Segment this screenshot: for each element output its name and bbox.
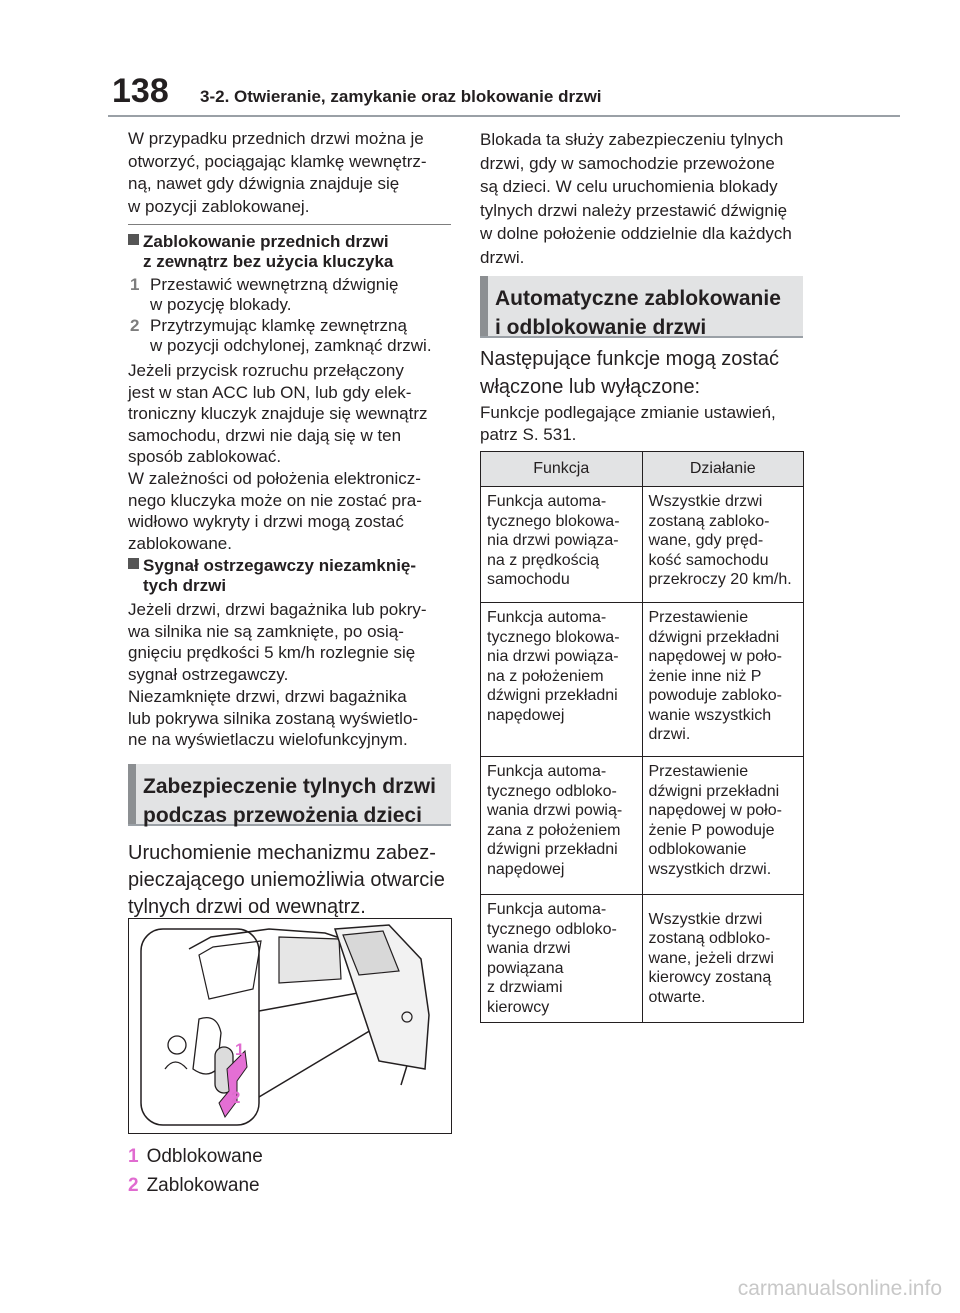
text-line: Zablokowanie przednich drzwi — [143, 232, 389, 251]
table-cell-action — [642, 487, 804, 603]
text-line: lub pokrywa silnika zostaną wyświetlo- — [128, 708, 419, 728]
text-line: wania drzwi — [487, 940, 571, 957]
text-line: tycznego blokowa- — [487, 512, 620, 530]
text-line: tycznego odbloko- — [487, 920, 617, 938]
text-line: wane, jeżeli drzwi — [648, 949, 774, 967]
text-line: drzwi. — [648, 726, 691, 743]
text-line: napędowej — [487, 860, 565, 878]
text-line: samochodu — [487, 571, 570, 588]
text-line: na z położeniem — [487, 667, 604, 685]
text-line: sygnał ostrzegawczy. — [128, 664, 289, 684]
text-line: Jeżeli drzwi, drzwi bagażnika lub pokry- — [128, 600, 427, 619]
text-line: tylnych drzwi od wewnątrz. — [128, 896, 366, 918]
text-line: dźwigni przekładni — [648, 782, 780, 800]
text-line: Przestawić wewnętrzną dźwignię — [150, 275, 399, 294]
text-line: patrz S. 531. — [480, 425, 577, 444]
text-line: zana z położeniem — [487, 821, 621, 839]
table-row — [481, 487, 804, 603]
paragraph-display — [128, 686, 418, 751]
text-line: Wszystkie drzwi — [648, 493, 763, 510]
table-row — [481, 895, 804, 1023]
text-line: ną, nawet gdy dźwignia znajduje się — [128, 174, 400, 193]
text-line: napędowej — [487, 706, 565, 724]
text-line: zablokowane. — [128, 533, 232, 553]
text-line: tych drzwi — [143, 576, 227, 595]
left-intro — [128, 128, 427, 218]
text-line: samochodu, drzwi nie dają się w ten — [128, 425, 402, 445]
square-bullet-icon — [128, 558, 139, 569]
caption-1: 1 Odblokowane — [128, 1146, 263, 1167]
text-line: W przypadku przednich drzwi można je — [128, 129, 424, 148]
text-line: przekroczy 20 km/h. — [648, 571, 792, 588]
text-line: wane, gdy pręd- — [648, 532, 764, 549]
text-line: widłowo wykryty i drzwi mogą zostać — [128, 512, 404, 531]
table-cell-function — [481, 603, 643, 757]
text-line: gnięciu prędkości 5 km/h rozlegnie się — [128, 643, 416, 662]
table-row — [481, 603, 804, 757]
subsection-title-warning — [128, 556, 416, 596]
table-cell-action — [642, 757, 804, 895]
text-line: zostaną odbloko- — [648, 930, 771, 948]
text-line: nego kluczyka może on nie zostać pra- — [128, 490, 422, 510]
step-1: 1 Przestawić wewnętrzną dźwignię w pozycję blokady. — [130, 275, 399, 314]
text-line: troniczny kluczyk znajduje się wewnątrz — [128, 404, 428, 423]
table-row — [481, 757, 804, 895]
text-line: w pozycję blokady. — [150, 295, 292, 314]
text-line: są dzieci. W celu uruchomienia blokady — [480, 177, 778, 196]
text-line: powoduje zabloko- — [648, 687, 782, 704]
text-line: zostaną zabloko- — [648, 512, 770, 530]
subsection-title-lock — [128, 232, 393, 272]
page-number: 138 — [112, 72, 169, 110]
text-line: pieczającego uniemożliwia otwarcie — [128, 869, 445, 891]
section-title: 3-2. Otwieranie, zamykanie oraz blokowanie drzwi — [200, 87, 602, 106]
text-line: napędowej w poło- — [648, 648, 782, 665]
table-cell-action — [642, 895, 804, 1023]
text-line: Niezamknięte drzwi, drzwi bagażnika — [128, 687, 407, 706]
text-line: tylnych drzwi należy przestawić dźwignię — [480, 200, 788, 220]
text-line: w pozycji odchylonej, zamknąć drzwi. — [150, 336, 432, 355]
table-header-row — [481, 452, 804, 487]
text-line: Funkcja automa- — [487, 609, 607, 626]
text-line: dźwigni przekładni — [487, 841, 618, 858]
text-line: Funkcja automa- — [487, 493, 607, 510]
text-line: w pozycji zablokowanej. — [128, 196, 310, 216]
text-line: Zabezpieczenie tylnych drzwi — [143, 775, 436, 798]
table-cell-action — [642, 603, 804, 757]
text-line: wa silnika nie są zamknięte, po osią- — [128, 621, 404, 641]
text-line: wszystkich drzwi. — [648, 860, 772, 878]
table-cell-function — [481, 487, 643, 603]
text-line: odblokowanie — [648, 841, 747, 858]
text-line: Przestawienie — [648, 763, 749, 780]
watermark: carmanualsonline.info — [737, 1277, 942, 1300]
text-line: dźwigni przekładni — [648, 628, 780, 646]
text-line: jest w stan ACC lub ON, lub gdy elek- — [128, 382, 412, 402]
text-line: podczas przewożenia dzieci — [143, 804, 422, 827]
child-lock-illustration — [128, 918, 452, 1134]
text-line: Wszystkie drzwi — [648, 910, 763, 928]
paragraph-key-detection — [128, 468, 422, 554]
text-line: nia drzwi powiąza- — [487, 648, 619, 665]
text-line: Następujące funkcje mogą zostać — [480, 348, 780, 370]
text-line: w dolne położenie oddzielnie dla każdych — [480, 224, 792, 243]
text-line: nia drzwi powiąza- — [487, 532, 619, 549]
text-line: drzwi. — [480, 247, 525, 267]
text-line: Funkcje podlegające zmianie ustawień, — [480, 403, 776, 422]
child-lock-description — [128, 840, 445, 921]
text-line: Funkcja automa- — [487, 901, 607, 918]
table-cell-function — [481, 895, 643, 1023]
text-line: tycznego blokowa- — [487, 628, 620, 646]
settings-note — [480, 402, 776, 446]
text-line: tycznego odbloko- — [487, 782, 617, 800]
right-intro — [480, 128, 792, 269]
text-line: ne na wyświetlaczu wielofunkcyjnym. — [128, 730, 408, 749]
text-line: kierowcy — [487, 998, 550, 1016]
text-line: wania drzwi powią- — [487, 802, 623, 819]
caption-2: 2 Zablokowane — [128, 1175, 260, 1196]
text-line: Automatyczne zablokowanie — [495, 287, 781, 310]
text-line: Jeżeli przycisk rozruchu przełączony — [128, 361, 404, 380]
column-header-function: Funkcja — [481, 452, 643, 487]
column-header-action: Działanie — [642, 452, 804, 487]
label-2: 2 — [231, 1088, 241, 1107]
text-line: dźwigni przekładni — [487, 687, 618, 704]
paragraph-acc — [128, 360, 428, 468]
text-line: Blokada ta służy zabezpieczeniu tylnych — [480, 130, 784, 149]
text-line: Sygnał ostrzegawczy niezamknię- — [143, 556, 417, 575]
text-line: z zewnątrz bez użycia kluczyka — [143, 252, 394, 271]
text-line: otworzyć, pociągając klamkę wewnętrz- — [128, 151, 427, 171]
header-divider — [108, 115, 900, 117]
paragraph-warning — [128, 599, 427, 685]
text-line: W zależności od położenia elektronicz- — [128, 469, 421, 488]
functions-table — [480, 451, 804, 1023]
section-heading-child-lock — [128, 764, 451, 826]
text-line: i odblokowanie drzwi — [495, 316, 707, 339]
auto-lock-description — [480, 345, 779, 401]
square-bullet-icon — [128, 234, 139, 245]
section-heading-auto-lock — [480, 276, 803, 338]
text-line: Przestawienie — [648, 609, 749, 626]
text-line: Przytrzymując klamkę zewnętrzną — [150, 316, 407, 335]
text-line: wanie wszystkich — [648, 706, 772, 724]
text-line: drzwi, gdy w samochodzie przewożone — [480, 153, 775, 173]
text-line: na z prędkością — [487, 551, 600, 569]
text-line: z drzwiami — [487, 979, 563, 996]
subsection-divider — [128, 224, 451, 225]
text-line: napędowej w poło- — [648, 802, 782, 819]
text-line: kierowcy zostaną — [648, 969, 772, 987]
text-line: kość samochodu — [648, 551, 769, 569]
table-cell-function — [481, 757, 643, 895]
text-line: otwarte. — [648, 988, 706, 1006]
text-line: żenie inne niż P — [648, 667, 762, 685]
label-1: 1 — [235, 1040, 245, 1059]
text-line: powiązana — [487, 959, 564, 977]
text-line: Uruchomienie mechanizmu zabez- — [128, 842, 436, 864]
step-2: 2 Przytrzymując klamkę zewnętrzną w pozycji odchylonej, zamknąć drzwi. — [130, 316, 432, 355]
car-door-drawing — [129, 919, 451, 1133]
text-line: włączone lub wyłączone: — [480, 376, 701, 398]
text-line: Funkcja automa- — [487, 763, 607, 780]
text-line: żenie P powoduje — [648, 821, 775, 839]
text-line: sposób zablokować. — [128, 447, 282, 466]
